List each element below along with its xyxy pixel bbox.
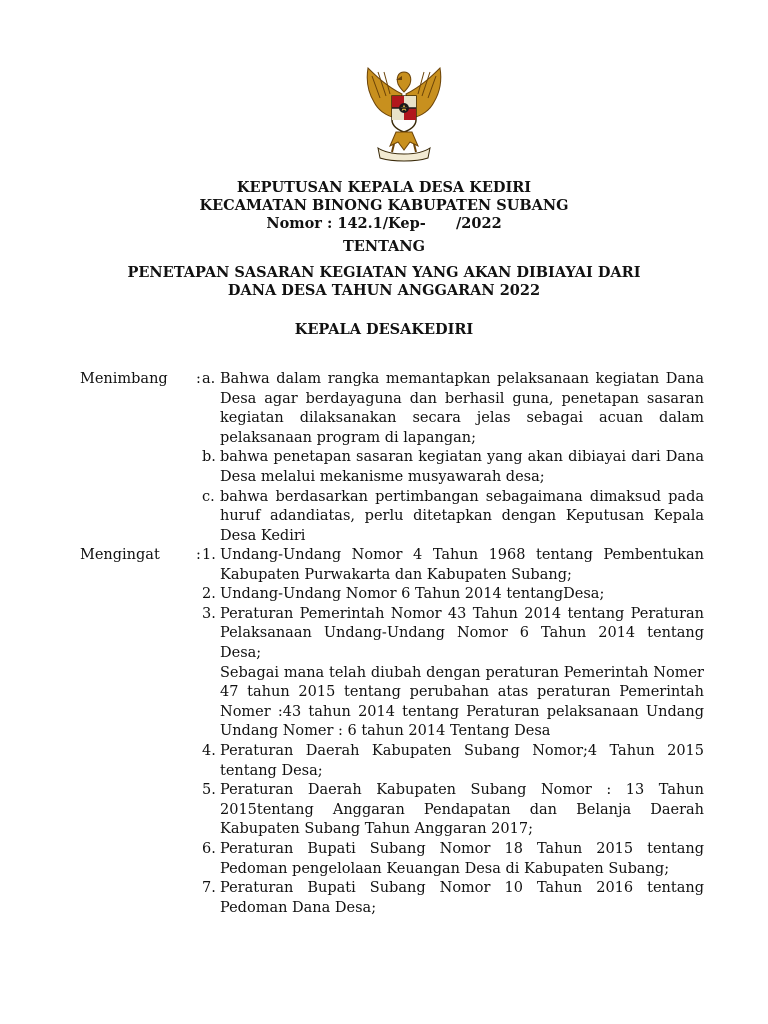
- item-amendment-text: Sebagai mana telah diubah dengan peraturan Pemerintah Nomer 47 tahun 2015 tentang perubahan atas peraturan Pemerintah Nomer :43 tahun 2014 tentang Peraturan pelaksanaan Undang Undang Nomer : 6 tahun 2014 Tentang Desa: [220, 664, 704, 740]
- menimbang-label: Menimbang: [80, 371, 168, 387]
- menimbang-colon: :: [196, 371, 201, 387]
- garuda-emblem-icon: [356, 64, 452, 164]
- list-item: [202, 546, 704, 585]
- mengingat-list: [202, 546, 704, 918]
- item-text: Peraturan Bupati Subang Nomor 10 Tahun 2016 tentang Pedoman Dana Desa;: [220, 880, 704, 916]
- item-text: Undang-Undang Nomor 6 Tahun 2014 tentangDesa;: [220, 586, 605, 603]
- list-item: [202, 488, 704, 547]
- list-item: [202, 585, 704, 605]
- item-marker: a.: [202, 371, 216, 387]
- list-item: [202, 605, 704, 742]
- item-text: Peraturan Daerah Kabupaten Subang Nomor : 13 Tahun 2015tentang Anggaran Pendapatan dan Belanja Daerah Kabupaten Subang Tahun Anggaran 2017;: [220, 782, 704, 838]
- item-text: Peraturan Pemerintah Nomor 43 Tahun 2014 tentang Peraturan Pelaksanaan Undang-Undang Nomor 6 Tahun 2014 tentang Desa;: [220, 605, 704, 661]
- item-text: bahwa penetapan sasaran kegiatan yang akan dibiayai dari Dana Desa melalui mekanisme musyawarah desa;: [220, 449, 704, 485]
- list-item: [202, 448, 704, 487]
- official-heading: KEPALA DESAKEDIRI: [294, 321, 474, 338]
- item-text: bahwa berdasarkan pertimbangan sebagaimana dimaksud pada huruf adandiatas, perlu ditetapkan dengan Keputusan Kepala Desa Kediri: [220, 488, 704, 544]
- item-marker: 4.: [202, 742, 216, 759]
- item-marker: 1.: [202, 547, 216, 563]
- mengingat-colon: :: [196, 547, 201, 563]
- list-item: [202, 781, 704, 840]
- tentang-heading: TENTANG: [343, 238, 425, 255]
- item-text: Bahwa dalam rangka memantapkan pelaksanaan kegiatan Dana Desa agar berdayaguna dan berhasil guna, penetapan sasaran kegiatan dilaksanakan secara jelas sebagai acuan dalam pelaksanaan program di lapangan;: [220, 371, 704, 446]
- list-item: [202, 742, 704, 781]
- item-marker: 5.: [202, 782, 216, 799]
- item-marker: 6.: [202, 840, 216, 857]
- item-marker: 3.: [202, 605, 216, 622]
- item-text: Peraturan Daerah Kabupaten Subang Nomor;4 Tahun 2015 tentang Desa;: [220, 742, 704, 779]
- list-item: [202, 879, 704, 918]
- item-marker: b.: [202, 449, 216, 466]
- subject-line1: PENETAPAN SASARAN KEGIATAN YANG AKAN DIBIAYAI DARI: [127, 264, 641, 281]
- item-marker: 2.: [202, 586, 216, 603]
- item-text: Undang-Undang Nomor 4 Tahun 1968 tentang Pembentukan Kabupaten Purwakarta dan Kabupaten Subang;: [220, 547, 704, 583]
- item-marker: 7.: [202, 880, 216, 897]
- decree-number: Nomor : 142.1/Kep- /2022: [266, 215, 502, 232]
- item-text: Peraturan Bupati Subang Nomor 18 Tahun 2015 tentang Pedoman pengelolaan Keuangan Desa di Kabupaten Subang;: [220, 840, 704, 877]
- subject-line2: DANA DESA TAHUN ANGGARAN 2022: [227, 282, 541, 299]
- item-marker: c.: [202, 488, 215, 505]
- decree-title-line1: KEPUTUSAN KEPALA DESA KEDIRI: [236, 179, 532, 196]
- list-item: [202, 840, 704, 879]
- mengingat-label: Mengingat: [80, 547, 160, 563]
- list-item: [202, 370, 704, 448]
- decree-title-line2: KECAMATAN BINONG KABUPATEN SUBANG: [199, 197, 569, 214]
- menimbang-list: [202, 370, 704, 546]
